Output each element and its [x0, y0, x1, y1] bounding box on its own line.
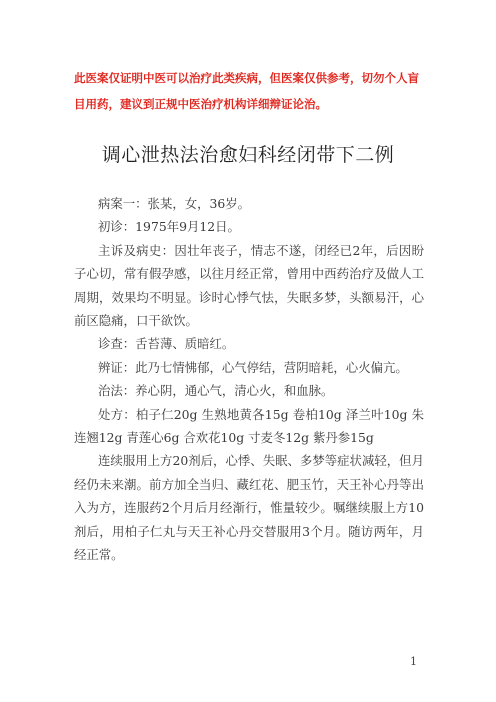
prescription: 处方：柏子仁20g 生熟地黄各15g 卷柏10g 泽兰叶10g 朱连翘12g 青莲心6g 合欢花10g 寸麦冬12g 紫丹参15g	[74, 406, 424, 446]
case-body	[74, 192, 424, 567]
treatment-method: 治法：养心阴，通心气，清心火，和血脉。	[98, 383, 334, 399]
syndrome-differentiation: 辨证：此乃七情怫郁，心气停结，营阴暗耗，心火偏亢。	[98, 359, 408, 375]
follow-up: 连续服用上方20剂后，心悸、失眠、多梦等症状减轻，但月经仍未来潮。前方加全当归、藏红花、肥玉竹，天王补心丹等出入为方，连服药2个月后月经渐行，惟量较少。嘱继续服上方10剂后，用柏子仁丸与天王补心丹交替服用3个月。随访两年，月经正常。	[74, 453, 424, 563]
examination: 诊查：舌苔薄、质暗红。	[98, 336, 235, 352]
first-visit-date: 初诊：1975年9月12日。	[98, 219, 240, 235]
chief-complaint: 主诉及病史：因壮年丧子，情志不遂，闭经已2年，后因盼子心切，常有假孕感，以往月经正常，曾用中西药治疗及做人工周期，效果均不明显。诊时心悸气怯，失眠多梦，头额易汗，心前区隐痛，口干欲饮。	[74, 242, 424, 329]
disclaimer-notice: 此医案仅证明中医可以治疗此类疾病，但医案仅供参考，切勿个人盲目用药，建议到正规中医治疗机构详细辩证论治。	[74, 71, 419, 111]
article-title: 调心泄热法治愈妇科经闭带下二例	[101, 144, 395, 166]
page-number: 1	[410, 655, 417, 668]
case-heading: 病案一：张某，女，36岁。	[98, 196, 251, 211]
